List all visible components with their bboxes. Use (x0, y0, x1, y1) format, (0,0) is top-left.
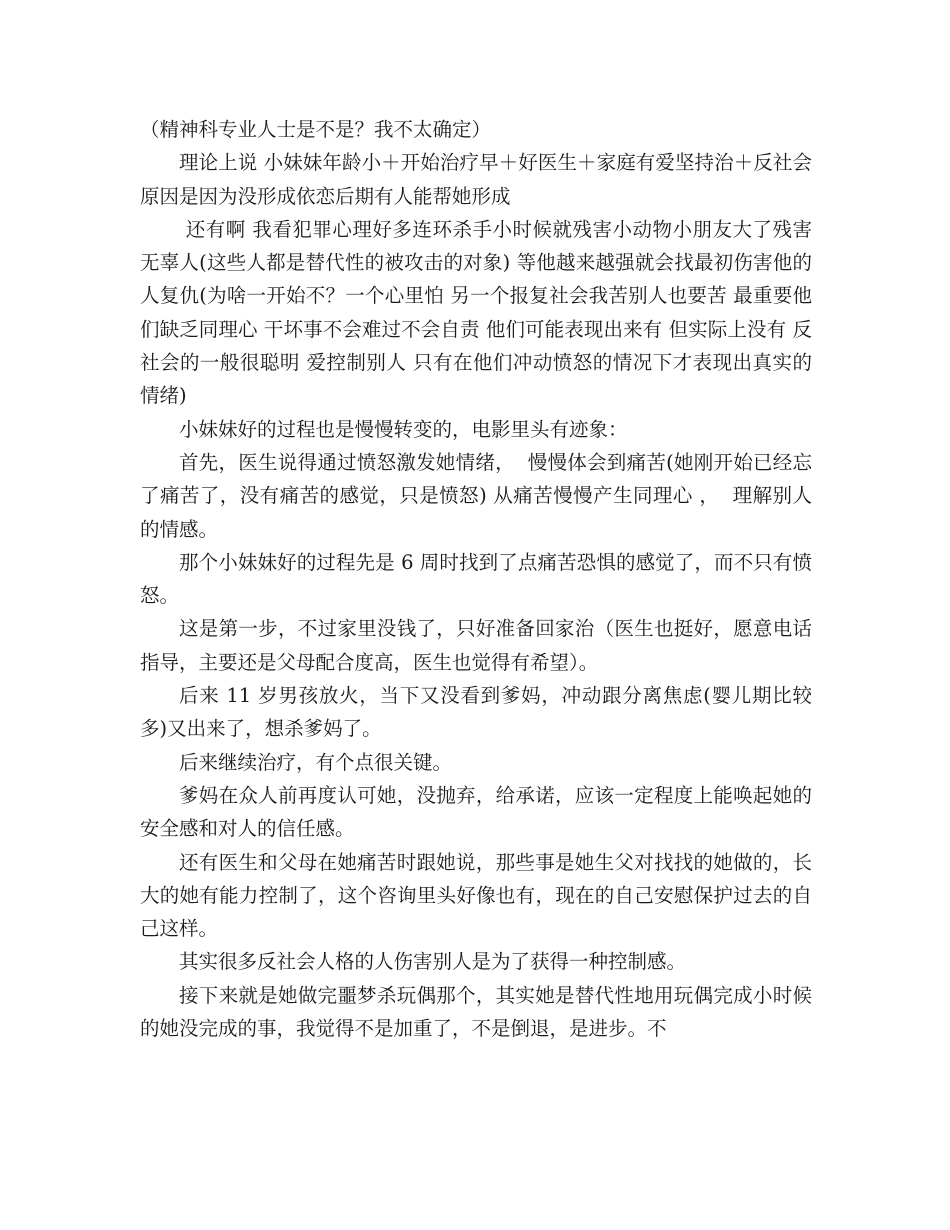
paragraph-5: 首先，医生说得通过愤怒激发她情绪， 慢慢体会到痛苦(她刚开始已经忘了痛苦了，没有痛苦的感觉，只是愤怒) 从痛苦慢慢产生同理心 ， 理解别人的情感。 (140, 450, 812, 541)
document-page (140, 113, 812, 1045)
paragraph-8: 后来 11 岁男孩放火，当下又没看到爹妈，冲动跟分离焦虑(婴儿期比较多)又出来了，想杀爹妈了。 (140, 684, 812, 741)
paragraph-6: 那个小妹妹好的过程先是 6 周时找到了点痛苦恐惧的感觉了，而不只有愤怒。 (140, 550, 812, 608)
paragraph-7: 这是第一步，不过家里没钱了，只好准备回家治（医生也挺好，愿意电话指导，主要还是父母配合度高，医生也觉得有希望）。 (140, 617, 812, 674)
paragraph-4: 小妹妹好的过程也是慢慢转变的，电影里头有迹象： (179, 417, 628, 441)
paragraph-9: 后来继续治疗，有个点很关键。 (179, 750, 453, 774)
paragraph-10: 爹妈在众人前再度认可她，没抛弃，给承诺，应该一定程度上能唤起她的安全感和对人的信任感。 (140, 783, 812, 841)
paragraph-12: 其实很多反社会人格的人伤害别人是为了获得一种控制感。 (179, 950, 687, 974)
paragraph-11: 还有医生和父母在她痛苦时跟她说，那些事是她生父对找找的她做的，长大的她有能力控制了，这个咨询里头好像也有，现在的自己安慰保护过去的自己这样。 (140, 850, 812, 941)
paragraph-1: （精神科专业人士是不是？我不太确定） (140, 118, 492, 141)
paragraph-2: 理论上说 小妹妹年龄小＋开始治疗早＋好医生＋家庭有爱坚持治＋反社会原因是因为没形成依恋后期有人能帮她形成 (140, 151, 812, 208)
paragraph-13: 接下来就是她做完噩梦杀玩偶那个，其实她是替代性地用玩偶完成小时候的她没完成的事，我觉得不是加重了，不是倒退，是进步。不 (140, 983, 812, 1041)
paragraph-3: 还有啊 我看犯罪心理好多连环杀手小时候就残害小动物小朋友大了残害无辜人(这些人都是替代性的被攻击的对象) 等他越来越强就会找最初伤害他的人复仇(为啥一开始不？一个心里怕 另一个报复社会我苦别人也要苦 最重要他们缺乏同理心 干坏事不会难过不会自责 他们可能表现出来有 但实际上没有 反社会的一般很聪明 爱控制别人 只有在他们冲动愤怒的情况下才表现出真实的情绪) (140, 217, 812, 408)
